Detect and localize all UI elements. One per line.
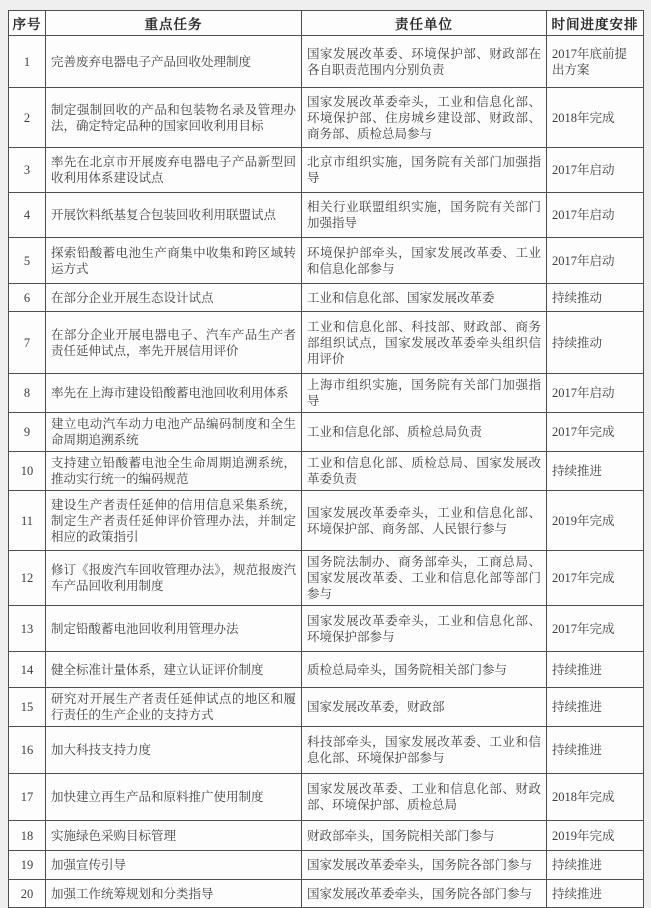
cell-index: 2 — [9, 88, 46, 148]
cell-unit: 工业和信息化部、科技部、财政部、商务部组织试点，国家发展改革委牵头组织信用评价 — [302, 312, 547, 374]
cell-task: 加快建立再生产品和原料推广使用制度 — [46, 774, 302, 821]
cell-unit: 国家发展改革委牵头，工业和信息化部、环境保护部参与 — [302, 606, 547, 652]
cell-index: 11 — [9, 491, 46, 551]
cell-unit: 国务院法制办、商务部牵头，工商总局、国家发展改革委、工业和信息化部等部门参与 — [302, 551, 547, 606]
cell-unit: 国家发展改革委，财政部 — [302, 688, 547, 727]
cell-index: 14 — [9, 652, 46, 688]
cell-index: 10 — [9, 452, 46, 491]
cell-index: 4 — [9, 193, 46, 238]
cell-unit: 国家发展改革委牵头，工业和信息化部、环境保护部、住房城乡建设部、财政部、商务部、质检总局参与 — [302, 88, 547, 148]
cell-task: 建设生产者责任延伸的信用信息采集系统，制定生产者责任延伸评价管理办法，并制定相应的政策指引 — [46, 491, 302, 551]
cell-unit: 国家发展改革委、环境保护部、财政部在各自职责范围内分别负责 — [302, 36, 547, 88]
cell-schedule: 2017年启动 — [547, 193, 644, 238]
cell-index: 5 — [9, 238, 46, 284]
cell-task: 在部分企业开展电器电子、汽车产品生产者责任延伸试点，率先开展信用评价 — [46, 312, 302, 374]
cell-unit: 国家发展改革委牵头，工业和信息化部、环境保护部、商务部、人民银行参与 — [302, 491, 547, 551]
cell-index: 19 — [9, 851, 46, 880]
cell-index: 1 — [9, 36, 46, 88]
cell-index: 18 — [9, 821, 46, 851]
cell-unit: 国家发展改革委牵头，国务院各部门参与 — [302, 880, 547, 908]
cell-schedule: 持续推进 — [547, 880, 644, 908]
cell-schedule: 2017年启动 — [547, 148, 644, 193]
cell-task: 开展饮料纸基复合包装回收利用联盟试点 — [46, 193, 302, 238]
cell-index: 8 — [9, 374, 46, 413]
table-row — [9, 821, 644, 851]
table-row — [9, 284, 644, 312]
cell-task: 研究对开展生产者责任延伸试点的地区和履行责任的生产企业的支持方式 — [46, 688, 302, 727]
cell-unit: 工业和信息化部、国家发展改革委 — [302, 284, 547, 312]
cell-schedule: 2017年完成 — [547, 606, 644, 652]
table-row — [9, 452, 644, 491]
cell-unit: 上海市组织实施，国务院有关部门加强指导 — [302, 374, 547, 413]
cell-unit: 北京市组织实施，国务院有关部门加强指导 — [302, 148, 547, 193]
task-table-body — [9, 36, 644, 908]
table-header-row — [9, 11, 644, 36]
table-row — [9, 413, 644, 452]
cell-task: 修订《报废汽车回收管理办法》，规范报废汽车产品回收利用制度 — [46, 551, 302, 606]
cell-unit: 国家发展改革委、工业和信息化部、财政部、环境保护部、质检总局 — [302, 774, 547, 821]
table-row — [9, 727, 644, 774]
cell-schedule: 2018年完成 — [547, 774, 644, 821]
cell-schedule: 持续推动 — [547, 312, 644, 374]
cell-index: 20 — [9, 880, 46, 908]
cell-schedule: 持续推进 — [547, 652, 644, 688]
header-cell-schedule: 时间进度安排 — [547, 11, 644, 36]
cell-task: 率先在北京市开展废弃电器电子产品新型回收利用体系建设试点 — [46, 148, 302, 193]
cell-index: 17 — [9, 774, 46, 821]
table-row — [9, 374, 644, 413]
cell-schedule: 2019年完成 — [547, 491, 644, 551]
table-row — [9, 312, 644, 374]
cell-index: 15 — [9, 688, 46, 727]
table-row — [9, 148, 644, 193]
cell-schedule: 2017年启动 — [547, 238, 644, 284]
table-row — [9, 238, 644, 284]
table-row — [9, 551, 644, 606]
cell-task: 在部分企业开展生态设计试点 — [46, 284, 302, 312]
cell-schedule: 2018年完成 — [547, 88, 644, 148]
table-row — [9, 36, 644, 88]
cell-unit: 工业和信息化部、质检总局、国家发展改革委负责 — [302, 452, 547, 491]
cell-unit: 工业和信息化部、质检总局负责 — [302, 413, 547, 452]
cell-task: 率先在上海市建设铅酸蓄电池回收利用体系 — [46, 374, 302, 413]
cell-task: 实施绿色采购目标管理 — [46, 821, 302, 851]
cell-unit: 环境保护部牵头，国家发展改革委、工业和信息化部参与 — [302, 238, 547, 284]
cell-task: 加强工作统筹规划和分类指导 — [46, 880, 302, 908]
table-row — [9, 880, 644, 908]
cell-index: 3 — [9, 148, 46, 193]
cell-schedule: 2017年完成 — [547, 413, 644, 452]
cell-schedule: 持续推进 — [547, 688, 644, 727]
cell-index: 6 — [9, 284, 46, 312]
cell-schedule: 2017年底前提出方案 — [547, 36, 644, 88]
cell-schedule: 持续推进 — [547, 851, 644, 880]
cell-unit: 质检总局牵头，国务院相关部门参与 — [302, 652, 547, 688]
header-cell-unit: 责任单位 — [302, 11, 547, 36]
table-row — [9, 88, 644, 148]
table-row — [9, 606, 644, 652]
table-row — [9, 851, 644, 880]
cell-task: 制定强制回收的产品和包装物名录及管理办法，确定特定品种的国家回收利用目标 — [46, 88, 302, 148]
cell-index: 13 — [9, 606, 46, 652]
table-row — [9, 688, 644, 727]
table-row — [9, 774, 644, 821]
cell-index: 9 — [9, 413, 46, 452]
cell-schedule: 持续推动 — [547, 284, 644, 312]
cell-unit: 相关行业联盟组织实施，国务院有关部门加强指导 — [302, 193, 547, 238]
cell-task: 支持建立铅酸蓄电池全生命周期追溯系统，推动实行统一的编码规范 — [46, 452, 302, 491]
cell-schedule: 持续推进 — [547, 727, 644, 774]
cell-task: 加大科技支持力度 — [46, 727, 302, 774]
table-row — [9, 491, 644, 551]
cell-unit: 国家发展改革委牵头，国务院各部门参与 — [302, 851, 547, 880]
cell-index: 16 — [9, 727, 46, 774]
cell-unit: 财政部牵头，国务院相关部门参与 — [302, 821, 547, 851]
key-tasks-table — [8, 10, 644, 908]
cell-task: 完善废弃电器电子产品回收处理制度 — [46, 36, 302, 88]
cell-schedule: 持续推进 — [547, 452, 644, 491]
cell-schedule: 2017年启动 — [547, 374, 644, 413]
cell-index: 7 — [9, 312, 46, 374]
cell-task: 建立电动汽车动力电池产品编码制度和全生命周期追溯系统 — [46, 413, 302, 452]
cell-index: 12 — [9, 551, 46, 606]
cell-schedule: 2017年完成 — [547, 551, 644, 606]
header-cell-index: 序号 — [9, 11, 46, 36]
cell-unit: 科技部牵头，国家发展改革委、工业和信息化部、环境保护部参与 — [302, 727, 547, 774]
cell-task: 健全标准计量体系，建立认证评价制度 — [46, 652, 302, 688]
cell-task: 加强宣传引导 — [46, 851, 302, 880]
header-cell-task: 重点任务 — [46, 11, 302, 36]
cell-task: 探索铅酸蓄电池生产商集中收集和跨区域转运方式 — [46, 238, 302, 284]
cell-schedule: 2019年完成 — [547, 821, 644, 851]
cell-task: 制定铅酸蓄电池回收利用管理办法 — [46, 606, 302, 652]
table-row — [9, 193, 644, 238]
table-row — [9, 652, 644, 688]
